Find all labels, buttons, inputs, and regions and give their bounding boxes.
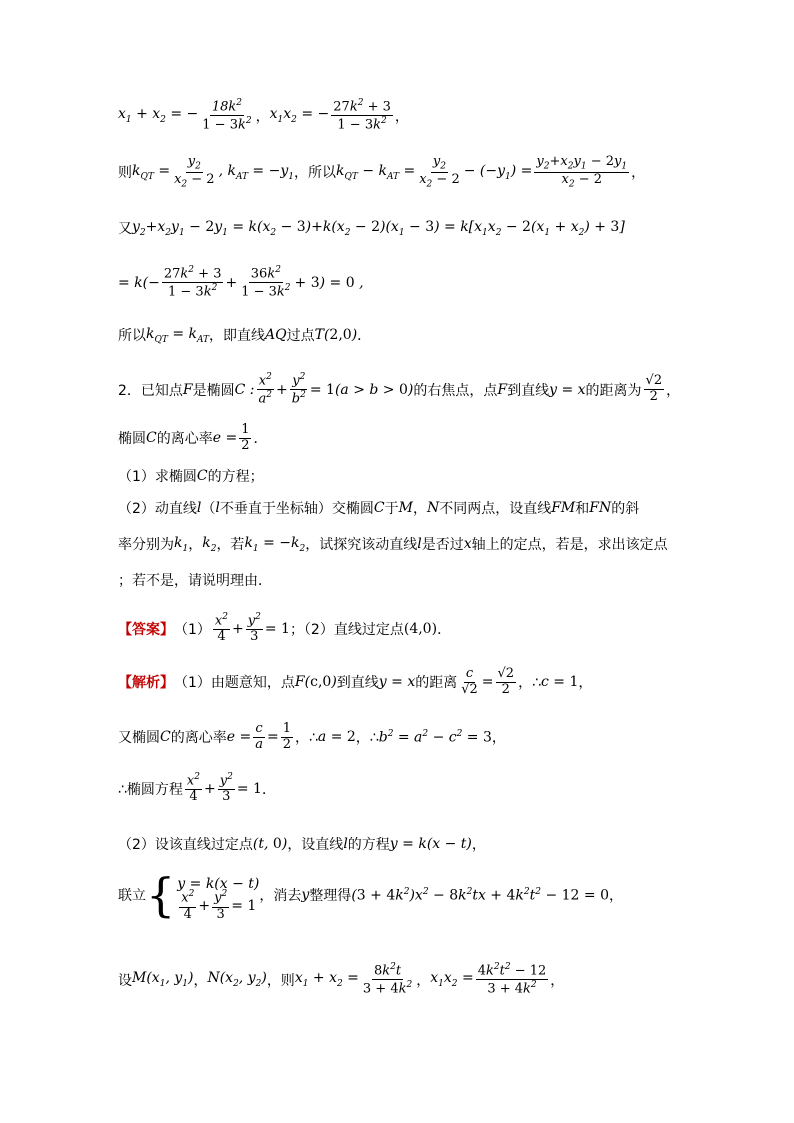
solution-line2: 又椭圆 C 的离心率 e = $\frac{c}{a}$ = $\frac{1}{2}$ ，∴ a = 2 ，∴ $b^2 = a^2 - c^2 = 3$ ， — [118, 721, 506, 752]
line-conclusion: 所以 $k_{QT} = k_{AT}$ ，即直线 AQ 过点 T(2,0) ． — [118, 325, 372, 345]
answer-line: 【答案】 （1） $x^2$ 4 + $\frac{y^2}{3}$ = 1 ；（2）直线过定点 (4,0) ． — [118, 612, 452, 645]
line-expand: 又 $y_2+x_2y_1 - 2y_1 = k(x_2 - 3)+k(x_2 - 2)(x_1 - 3) = k[x_1x_2 - 2(x_1 + x_2) + 3]$ — [118, 218, 625, 238]
problem-2-stem: 2．已知点 F 是椭圆 C : $x^2$ $a^2$ + $\frac{y^2}{b^2}$ = 1(a > b > 0) 的右焦点，点 F 到直线 y = x 的距离为 √2 2 ， — [118, 372, 681, 407]
part-2-line1: （2）动直线 l （ l 不垂直于坐标轴）交椭圆 C 于 M ， N 不同两点，设直线 FM 和 FN 的斜 — [118, 500, 640, 517]
part-2-line2: 率分别为 $k_1$ ， $k_2$ ，若 $k_1 = -k_2$ ，试探究该动直线 l 是否过 x 轴上的定点，若是，求出该定点 — [118, 534, 668, 554]
part-1: （1）求椭圆 C 的方程； — [118, 468, 264, 485]
solution-line1: 【解析】 （1）由题意知，点 F(c,0) 到直线 y = x 的距离 $\frac{c}{√2}$ = $\frac{√2}{2}$ ，∴ c = 1 ， — [118, 666, 593, 697]
line-sum-product: $x_1 + x_2$ = − $\frac{18k^2}{1 - 3k^2}$ ， $x_1x_2$ = − $\frac{27k^2 + 3}{1 - 3k^2}$ ， — [118, 98, 409, 133]
problem-2-ecc: 椭圆 C 的离心率 e = $\frac{1}{2}$ ． — [118, 422, 268, 453]
solution-line6: 设 $M(x_1$, $y_1$) ， $N(x_2$, $y_2$) ，则 $x_1 + x_2$ = $\frac{8k^2t}{3 + 4k^2}$ ， $x_1x_2$ = $\frac{4k^2t^2 - 12}{3 + 4k^2}$ ， — [118, 962, 565, 997]
line-slopes: 则 $k_{QT}$ = $\frac{y_2}{x_2 - 2}$ , $k_{AT} = -y_1$ ，所以 $k_{QT} - k_{AT}$ = $\frac{y_2}{x_2 - 2}$ − $(-y_1)$ = $\frac{y_2+x_2y_1 - 2y_1}{x_2 - 2}$ ， — [118, 154, 646, 190]
line-zero: = k(− $\frac{27k^2 + 3}{1 - 3k^2}$ + $\frac{36k^2}{1 - 3k^2}$ + 3) = 0 , — [118, 265, 364, 300]
solution-line5: 联立 { y = k(x − t) $x^2$ 4 + $\frac{y^2}{3}$ = 1 ，消去 y 整理得 $(3 + 4k^2)x^2 - 8k^2tx + 4k^2t^2 - 12 = 0$ ， — [118, 868, 623, 922]
solution-line4: （2）设该直线过定点 (t, 0) ，设直线 l 的方程 y = k(x − t) ， — [118, 836, 486, 853]
part-2-line3: ；若不是，请说明理由． — [118, 573, 272, 589]
solution-line3: ∴椭圆方程 $x^2$ 4 + $\frac{y^2}{3}$ = 1 ． — [118, 772, 276, 805]
